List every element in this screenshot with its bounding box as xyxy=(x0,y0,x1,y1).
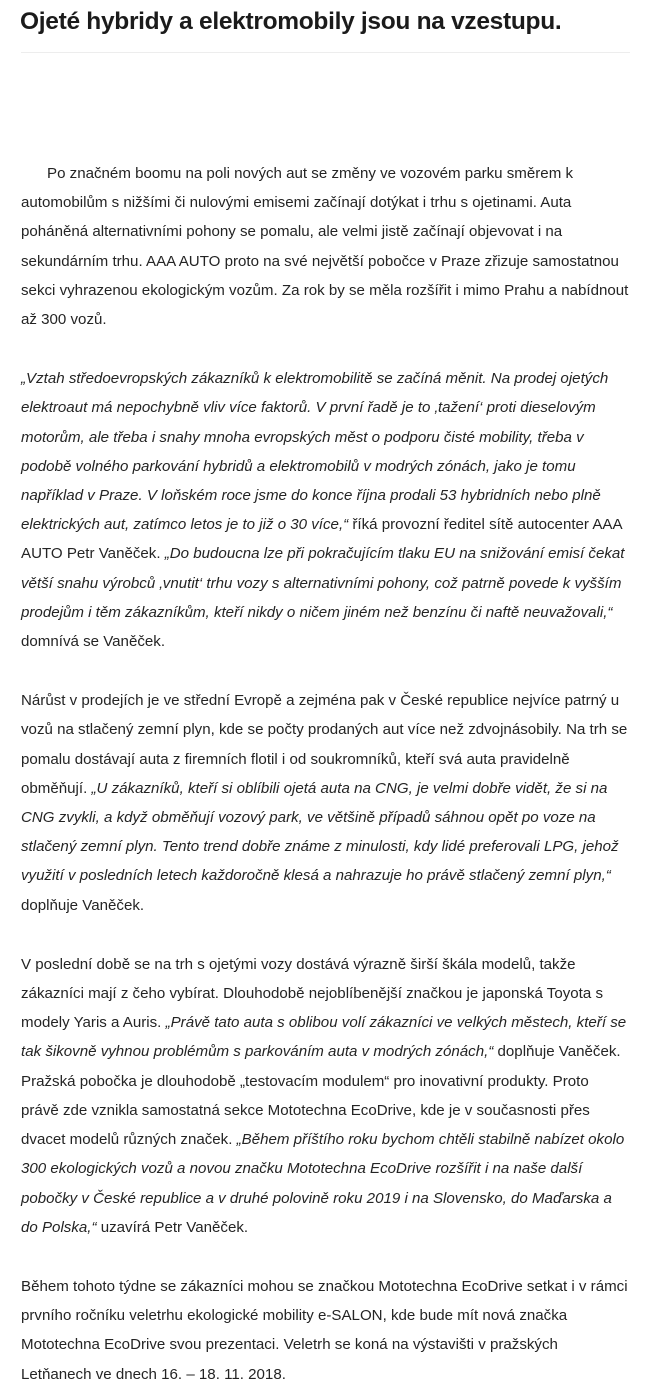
para-quote-vztah xyxy=(21,364,630,656)
text-run: doplňuje Vaněček. xyxy=(21,896,145,914)
quote-run: „Právě tato auta s oblibou volí zákazníci ve velkých městech, kteří se tak šikovně vyhnou problémům s parkováním auta v modrých zónách,“ xyxy=(21,1014,627,1061)
text-run: Během tohoto týdne se zákazníci mohou se značkou Mototechna EcoDrive setkat i v rámci prvního ročníku veletrhu ekologické mobility e-SALON, kde bude mít nová značka Mototechna EcoDrive svou prezentaci. Veletrh se koná na výstavišti v pražských Letňanech ve dnech 16. – 18. 11. 2018. xyxy=(21,1277,628,1383)
para-modely xyxy=(21,950,630,1242)
para-esalon xyxy=(21,1272,630,1389)
page-title: Ojeté hybridy a elektromobily jsou na vzestupu. xyxy=(20,8,562,35)
text-run: uzavírá Petr Vaněček. xyxy=(96,1218,249,1236)
header-spacer xyxy=(0,53,651,159)
quote-run: „Vztah středoevropských zákazníků k elektromobilitě se začíná měnit. Na prodej ojetých elektroaut má nepochybně vliv více faktorů. V první řadě je to ‚tažení‘ proti dieselovým motorům, ale třeba i snahy mnoha evropských měst o podporu čisté mobility, třeba v podobě volného parkování hybridů a elektromobilů v modrých zónách, jako je tomu například v Praze. V loňském roce jsme do konce října prodali 53 hybridních nebo plně elektrických aut, zatímco letos je to již o 30 více,“ xyxy=(21,370,609,534)
quote-run: „Během příštího roku bychom chtěli stabilně nabízet okolo 300 ekologických vozů a novou značku Mototechna EcoDrive rozšířit i na naše další pobočky v České republice a v druhé polovině roku 2019 i na Slovensko, do Maďarska a do Polska,“ xyxy=(21,1131,625,1236)
quote-run: „U zákazníků, kteří si oblíbili ojetá auta na CNG, je velmi dobře vidět, že si na CNG zvykli, a když obměňují vozový park, ve většině případů sáhnou opět po voze na stlačený zemní plyn. Tento trend dobře známe z minulosti, kdy lidé preferovali LPG, jehož využití v posledních letech každoročně klesá a nahrazuje ho právě stlačený zemní plyn,“ xyxy=(21,779,619,885)
text-run: říká provozní ředitel sítě autocenter AAA AUTO Petr Vaněček. xyxy=(21,516,622,563)
para-cng xyxy=(21,686,630,920)
quote-run: „Do budoucna lze při pokračujícím tlaku EU na snižování emisí čekat větší snahu výrobců ‚vnutit‘ trhu vozy s alternativními pohony, což patrně povede k vyšším prodejům i těm zákazníkům, kteří nikdy o ničem jiném než benzínu či naftě neuvažovali,“ xyxy=(21,545,625,621)
text-run: doplňuje Vaněček. Pražská pobočka je dlouhodobě „testovacím modulem“ pro inovativní produkty. Proto právě zde vznikla samostatná sekce Mototechna EcoDrive, kde je v současnosti přes dvacet modelů různých značek. xyxy=(21,1043,621,1149)
article-body xyxy=(0,159,651,1389)
text-run: Po značném boomu na poli nových aut se změny ve vozovém parku směrem k automobilům s nižšími či nulovými emisemi začínají dotýkat i trhu s ojetinami. Auta poháněná alternativními pohony se pomalu, ale velmi jistě začínají objevovat i na sekundárním trhu. AAA AUTO proto na své největší pobočce v Praze zřizuje samostatnou sekci vyhrazenou ekologickým vozům. Za rok by se měla rozšířit i mimo Prahu a nabídnout až 300 vozů. xyxy=(21,165,629,329)
text-run: Nárůst v prodejích je ve střední Evropě a zejména pak v České republice nejvíce patrný u vozů na stlačený zemní plyn, kde se počty prodaných aut více než zdvojnásobily. Na trh se pomalu dostávají auta z firemních flotil i od soukromníků, kteří svá auta pravidelně obměňují. xyxy=(21,692,628,797)
para-intro xyxy=(21,159,630,334)
text-run: domnívá se Vaněček. xyxy=(21,633,166,651)
text-run: V poslední době se na trh s ojetými vozy dostává výrazně širší škála modelů, takže zákazníci mají z čeho vybírat. Dlouhodobě nejoblíbenější značkou je japonská Toyota s modely Yaris a Auris. xyxy=(21,955,604,1032)
